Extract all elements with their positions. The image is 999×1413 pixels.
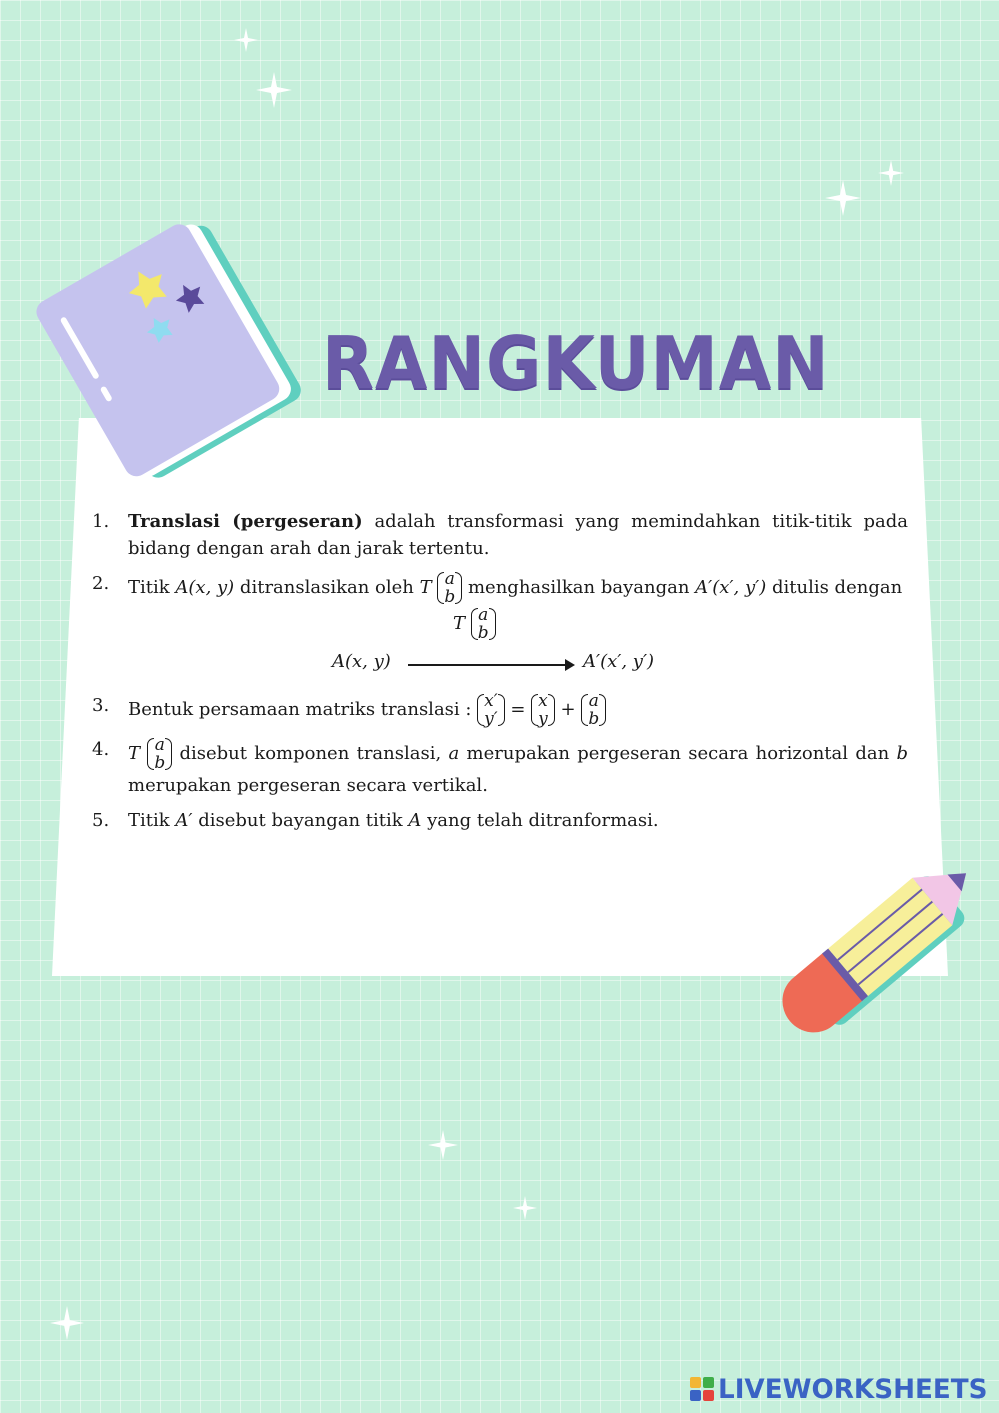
plus-sign: + <box>554 699 582 720</box>
diagram-to: A′(x′, y′) <box>583 651 655 672</box>
item-text: merupakan pergeseran secara vertikal. <box>128 775 488 796</box>
translation-vector: a b <box>147 736 172 772</box>
page-title: RANGKUMAN <box>322 321 830 405</box>
item-text: Bentuk persamaan matriks translasi : <box>128 699 478 720</box>
item-number: 2. <box>92 573 110 594</box>
summary-list <box>92 508 908 842</box>
equals-sign: = <box>504 699 532 720</box>
list-item <box>92 692 908 728</box>
liveworksheets-logo <box>690 1372 996 1406</box>
item-number: 3. <box>92 695 110 716</box>
matrix: a b <box>581 692 606 728</box>
math-symbol: A′ <box>175 810 193 831</box>
sparkle-icon <box>50 1306 84 1340</box>
item-number: 1. <box>92 511 110 532</box>
math-symbol: A <box>408 810 422 831</box>
sparkle-icon <box>825 180 861 216</box>
translation-vector: a b <box>437 570 462 606</box>
math-symbol: T <box>128 743 141 764</box>
item-text: Titik <box>128 810 176 831</box>
list-item <box>92 508 908 562</box>
logo-text: LIVEWORKSHEETS <box>718 1373 988 1405</box>
item-text: yang telah ditranformasi. <box>421 810 659 831</box>
item-text: Titik <box>128 577 176 598</box>
item-number: 4. <box>92 739 110 760</box>
item-text: menghasilkan bayangan <box>467 577 696 598</box>
math-symbol: T <box>419 577 432 598</box>
list-item <box>92 736 908 799</box>
item-text: merupakan pergeseran secara horizontal dan <box>459 743 897 764</box>
diagram-label: T a b <box>453 606 496 642</box>
math-symbol: a <box>448 743 460 764</box>
sparkle-icon <box>878 160 904 186</box>
book-icon <box>30 205 320 485</box>
matrix: x′ y′ <box>477 692 504 728</box>
sparkle-icon <box>256 72 292 108</box>
math-point: A′(x′, y′) <box>695 577 767 598</box>
sparkle-icon <box>234 28 258 52</box>
logo-mark-icon <box>690 1377 714 1401</box>
pencil-icon <box>770 830 999 1050</box>
arrow-icon <box>408 664 573 666</box>
item-text: ditranslasikan oleh <box>234 577 420 598</box>
item-text: disebut bayangan titik <box>192 810 409 831</box>
math-symbol: b <box>896 743 908 764</box>
sparkle-icon <box>428 1130 458 1160</box>
math-point: A(x, y) <box>175 577 235 598</box>
list-item <box>92 570 908 682</box>
sparkle-icon <box>513 1196 537 1220</box>
item-number: 5. <box>92 810 110 831</box>
item-text: ditulis dengan <box>766 577 903 598</box>
matrix: x y <box>531 692 555 728</box>
translation-diagram <box>128 605 908 682</box>
item-text: disebut komponen translasi, <box>172 743 449 764</box>
term: Translasi (pergeseran) <box>128 511 363 532</box>
diagram-from: A(x, y) <box>332 651 391 672</box>
item-text: adalah transformasi yang memindahkan titik-titik pada bidang dengan arah dan jarak tertentu. <box>128 511 908 559</box>
